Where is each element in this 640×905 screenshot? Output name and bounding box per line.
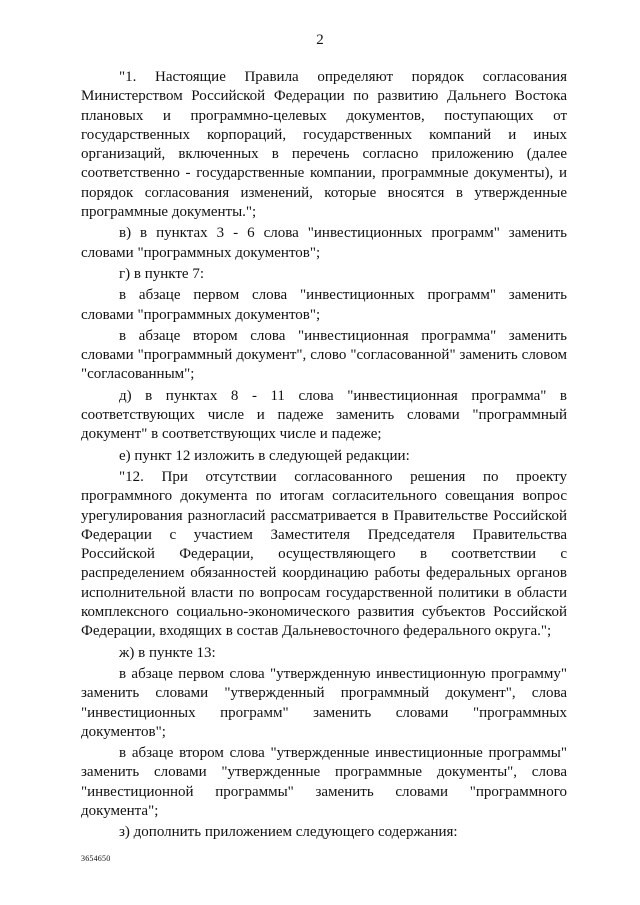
paragraph-item-e: е) пункт 12 изложить в следующей редакции: xyxy=(119,447,410,464)
paragraph-rules-point-1: "1. Настоящие Правила определяют порядок согласования Министерством Российской Федерации по развитию Дальнего Востока плановых и программно-целевых документов, поступающих от государственных корпораций, государственных компаний и иных организаций, включенных в перечень согласно приложению (далее соответственно - государственные компании, программные документы), и порядок согласования изменений, которые вносятся в утвержденные программные документы."; xyxy=(81,69,567,221)
paragraph-point-12-text: "12. При отсутствии согласованного решения по проекту программного документа по итогам согласительного совещания вопрос урегулирования разногласий рассматривается в Правительстве Российской Федерации с участием Заместителя Председателя Правительства Российской Федерации, осуществляющего в соответствии с распределением обязанностей координацию работы федеральных органов исполнительной власти по вопросам государственной политики в области комплексного социально-экономического развития субъектов Российской Федерации, входящих в состав Дальневосточного федерального округа."; xyxy=(81,468,567,640)
paragraph-item-d: д) в пунктах 8 - 11 слова "инвестиционная программа" в соответствующих числе и падеже заменить словами "программный документ" в соответствующих числе и падеже; xyxy=(81,387,567,443)
paragraph-item-g-second-abzac: в абзаце втором слова "инвестиционная программа" заменить словами "программный документ", слово "согласованной" заменить словом "согласованным"; xyxy=(81,327,567,383)
document-footer-code: 3654650 xyxy=(81,854,111,863)
paragraph-item-z: з) дополнить приложением следующего содержания: xyxy=(119,824,458,841)
paragraph-item-v: в) в пунктах 3 - 6 слова "инвестиционных программ" заменить словами "программных документов"; xyxy=(81,225,567,261)
paragraph-item-g-first-abzac: в абзаце первом слова "инвестиционных программ" заменить словами "программных документов"; xyxy=(81,287,567,323)
document-body xyxy=(81,68,567,845)
paragraph-item-g: г) в пункте 7: xyxy=(119,265,205,282)
page-number: 2 xyxy=(316,32,324,48)
paragraph-item-zh-first-abzac: в абзаце первом слова "утвержденную инвестиционную программу" заменить словами "утвержденный программный документ", слова "инвестиционных программ" заменить словами "программных документов"; xyxy=(81,665,567,740)
paragraph-item-zh-second-abzac: в абзаце втором слова "утвержденные инвестиционные программы" заменить словами "утвержденные программные документы", слова "инвестиционной программы" заменить словами "программного документа"; xyxy=(81,745,567,819)
paragraph-item-zh: ж) в пункте 13: xyxy=(119,644,216,661)
